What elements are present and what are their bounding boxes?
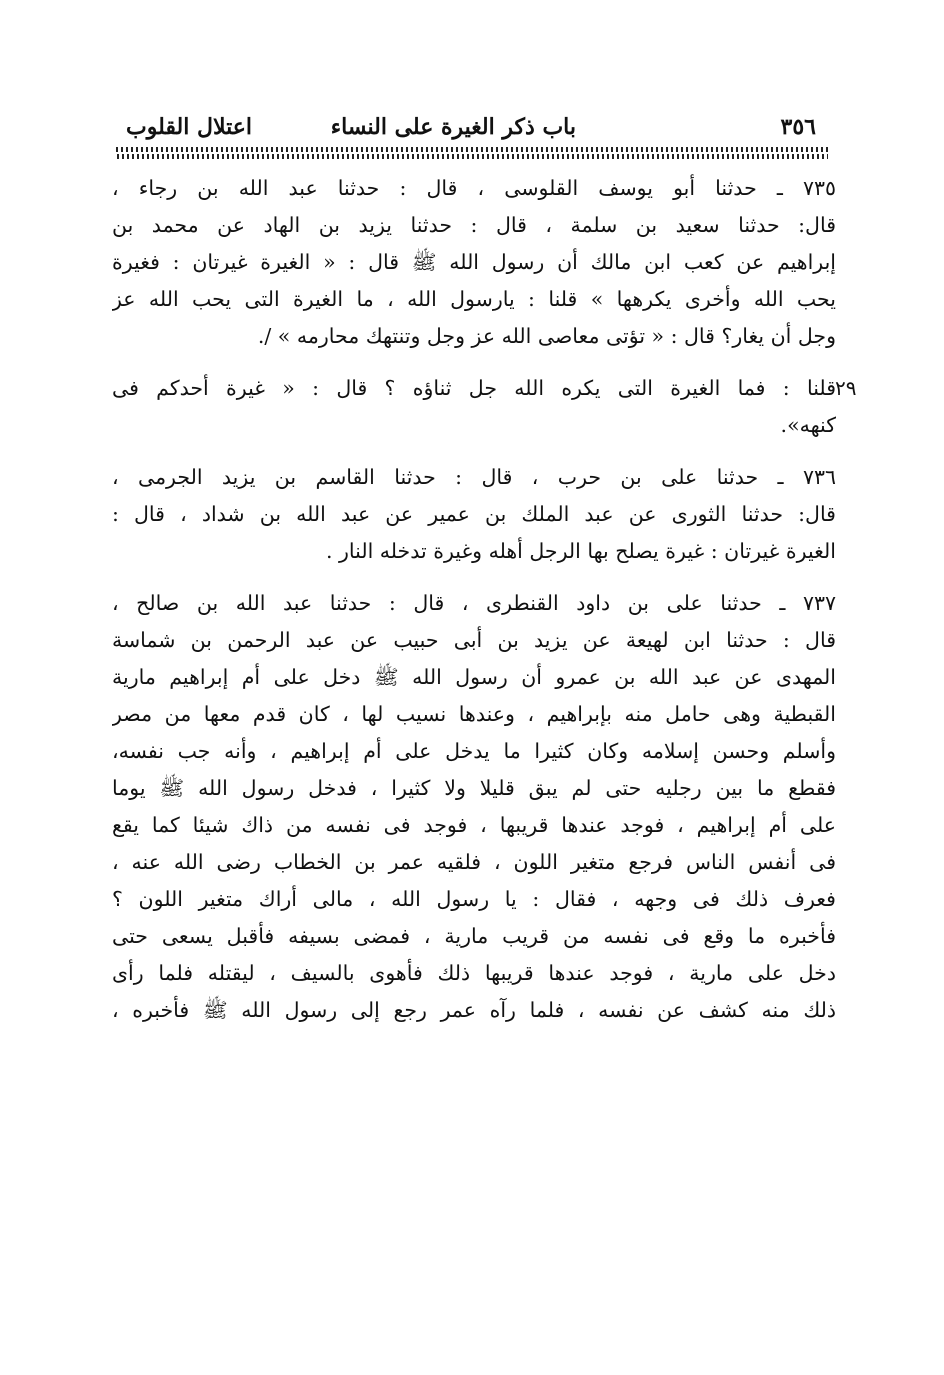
text-line: على أم إبراهيم ، فوجد عندها قريبها ، فوجد فى نفسه من ذاك شيئا كما يقع [112,813,836,837]
running-header [116,108,826,148]
margin-folio-note: ٢٩ [835,376,857,400]
text-line: وأسلم وحسن إسلامه وكان كثيرا ما يدخل على أم إبراهيم ، وأنه جب نفسه، [112,739,836,763]
hadith-735 [112,170,836,355]
text-line: القبطية وهى حامل منه بإبراهيم ، وعندها نسيب لها ، كان قدم معها من مصر [112,702,836,726]
page-number: ٣٥٦ [780,114,816,140]
text-line: يحب الله وأخرى يكرهها » قلنا : يارسول الله ، ما الغيرة التى يحب الله عز [112,287,836,311]
text-line: قال : حدثنا ابن لهيعة عن يزيد بن أبى حبيب عن عبد الرحمن بن شماسة [112,628,836,652]
text-line: قلنا : فما الغيرة التى يكره الله جل ثناؤه ؟ قال : « غيرة أحدكم فى [112,376,836,400]
text-line: الغيرة غيرتان : غيرة يصلح بها الرجل أهله وغيرة تدخله النار . [325,539,836,563]
text-line: إبراهيم عن كعب ابن مالك أن رسول الله ﷺ قال : « الغيرة غيرتان : فغيرة [112,250,836,274]
text-line: ٧٣٧ ـ حدثنا على بن داود القنطرى ، قال : حدثنا عبد الله بن صالح ، [112,591,836,615]
text-line: فى أنفس الناس فرجع متغير اللون ، فلقيه عمر بن الخطاب رضى الله عنه ، [112,850,836,874]
text-line: قال: حدثنا سعيد بن سلمة ، قال : حدثنا يزيد بن الهاد عن محمد بن [112,213,836,237]
text-line: فقطع ما بين رجليه حتى لم يبق قليلا ولا كثيرا ، فدخل رسول الله ﷺ يوما [112,776,836,800]
book-title: اعتلال القلوب [126,114,252,140]
hadith-735-continued [112,370,836,444]
text-line: ٧٣٦ ـ حدثنا على بن حرب ، قال : حدثنا القاسم بن يزيد الجرمى ، [112,465,836,489]
text-line: فعرف ذلك فى وجهه ، فقال : يا رسول الله ، مالى أراك متغير اللون ؟ [112,887,836,911]
text-line: دخل على مارية ، فوجد عندها قريبها ذلك فأهوى بالسيف ، ليقتله فلما رأى [112,961,836,985]
text-line: ذلك منه كشف عن نفسه ، فلما رآه عمر رجع إلى رسول الله ﷺ فأخبره ، [112,998,836,1022]
text-line: قال: حدثنا الثورى عن عبد الملك بن عمير عن عبد الله بن شداد ، قال : [112,502,836,526]
text-line: كنهه». [780,413,836,437]
decorative-header-rule [116,146,828,160]
chapter-title: باب ذكر الغيرة على النساء [330,114,576,140]
text-line: وجل أن يغار؟ قال : « تؤتى معاصى الله عز وجل وتنتهك محارمه » /. [257,324,836,348]
text-line: ٧٣٥ ـ حدثنا أبو يوسف القلوسى ، قال : حدثنا عبد الله بن رجاء ، [112,176,836,200]
text-line: المهدى عن عبد الله بن عمرو أن رسول الله ﷺ دخل على أم إبراهيم مارية [112,665,836,689]
text-line: فأخبره ما وقع فى نفسه من قريب مارية ، فمضى بسيفه فأقبل يسعى حتى [112,924,836,948]
hadith-737 [112,585,836,1029]
page-body [112,170,836,1044]
hadith-736 [112,459,836,570]
